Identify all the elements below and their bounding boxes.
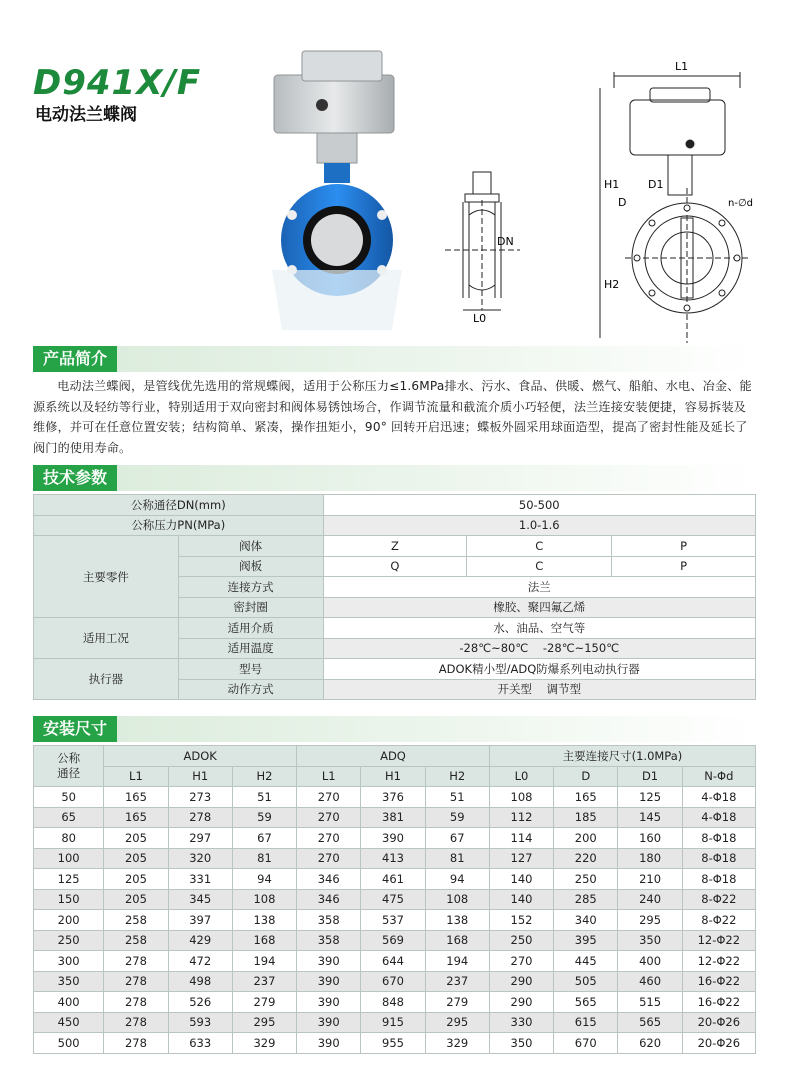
dims-group-adok: ADOK <box>104 746 297 767</box>
table-cell: 67 <box>232 828 296 849</box>
table-row <box>34 1033 756 1054</box>
table-cell: 633 <box>168 1033 232 1054</box>
spec-dn-value: 50-500 <box>323 495 755 516</box>
table-cell: 955 <box>361 1033 425 1054</box>
table-cell: 200 <box>554 828 618 849</box>
table-cell: 100 <box>34 848 104 869</box>
intro-section-header <box>33 346 755 372</box>
table-row <box>34 1012 756 1033</box>
table-cell: 94 <box>232 869 296 890</box>
table-cell: 51 <box>232 787 296 808</box>
table-cell: 295 <box>618 910 682 931</box>
spec-action-value: 开关型 调节型 <box>323 679 755 700</box>
table-cell: 16-Φ22 <box>682 971 755 992</box>
table-cell: 205 <box>104 889 168 910</box>
table-cell: 915 <box>361 1012 425 1033</box>
dims-group-adq: ADQ <box>297 746 490 767</box>
table-row <box>34 889 756 910</box>
table-cell: 345 <box>168 889 232 910</box>
table-cell: 12-Φ22 <box>682 951 755 972</box>
table-cell: 20-Φ26 <box>682 1033 755 1054</box>
table-row <box>34 971 756 992</box>
spec-actuator-label: 执行器 <box>34 659 179 700</box>
table-cell: 205 <box>104 828 168 849</box>
table-cell: 194 <box>232 951 296 972</box>
table-cell: 152 <box>489 910 553 931</box>
table-cell: 12-Φ22 <box>682 930 755 951</box>
table-cell: 526 <box>168 992 232 1013</box>
table-cell: 4-Φ18 <box>682 787 755 808</box>
table-cell: 210 <box>618 869 682 890</box>
table-cell: 8-Φ22 <box>682 910 755 931</box>
spec-seal-value: 橡胶、聚四氟乙烯 <box>323 597 755 618</box>
table-cell: 125 <box>618 787 682 808</box>
table-row <box>34 992 756 1013</box>
table-cell: 278 <box>168 807 232 828</box>
spec-temp-label: 适用温度 <box>178 638 323 659</box>
table-row <box>34 951 756 972</box>
dims-table <box>33 745 756 1054</box>
dims-col-header: H2 <box>425 766 489 787</box>
table-cell: 150 <box>34 889 104 910</box>
table-cell: 8-Φ22 <box>682 889 755 910</box>
table-cell: 4-Φ18 <box>682 807 755 828</box>
table-cell: 270 <box>297 828 361 849</box>
dims-col-header: N-Φd <box>682 766 755 787</box>
table-cell: 279 <box>425 992 489 1013</box>
spec-conn-value: 法兰 <box>323 577 755 598</box>
spec-pn-value: 1.0-1.6 <box>323 515 755 536</box>
intro-paragraph: 电动法兰蝶阀，是管线优先选用的常规蝶阀，适用于公称压力≤1.6MPa排水、污水、食品、供暖、燃气、船舶、水电、冶金、能源系统以及轻纺等行业，特别适用于双向密封和阀体易锈蚀场合，作调节流量和截流介质小巧轻便，法兰连接安装便捷，容易拆装及维修，并可在任意位置安装；结构简单、紧凑，操作扭矩小，90° 回转开启迅速；蝶板外圆采用球面造型，提高了密封性能及延长了阀门的使用寿命。 <box>33 379 752 455</box>
table-row <box>34 807 756 828</box>
table-cell: 593 <box>168 1012 232 1033</box>
table-cell: 290 <box>489 971 553 992</box>
d-label: D <box>618 196 627 209</box>
table-cell: 59 <box>425 807 489 828</box>
table-cell: 376 <box>361 787 425 808</box>
table-cell: 346 <box>297 869 361 890</box>
table-cell: 670 <box>554 1033 618 1054</box>
table-cell: 205 <box>104 869 168 890</box>
table-cell: 400 <box>34 992 104 1013</box>
spec-disc-label: 阀板 <box>178 556 323 577</box>
table-cell: 127 <box>489 848 553 869</box>
table-cell: 644 <box>361 951 425 972</box>
product-model: D941X/F <box>33 63 202 103</box>
table-cell: 250 <box>489 930 553 951</box>
table-row <box>34 869 756 890</box>
table-cell: 240 <box>618 889 682 910</box>
table-cell: 112 <box>489 807 553 828</box>
table-cell: 65 <box>34 807 104 828</box>
table-cell: 445 <box>554 951 618 972</box>
table-row <box>34 787 756 808</box>
table-cell: 16-Φ22 <box>682 992 755 1013</box>
spec-temp-value: -28℃~80℃ -28℃~150℃ <box>323 638 755 659</box>
table-cell: 279 <box>232 992 296 1013</box>
table-cell: 285 <box>554 889 618 910</box>
dims-col-header: L0 <box>489 766 553 787</box>
table-cell: 270 <box>297 787 361 808</box>
table-cell: 194 <box>425 951 489 972</box>
table-row <box>34 930 756 951</box>
table-cell: 270 <box>297 807 361 828</box>
table-cell: 461 <box>361 869 425 890</box>
spec-seal-label: 密封圈 <box>178 597 323 618</box>
table-cell: 297 <box>168 828 232 849</box>
table-cell: 358 <box>297 930 361 951</box>
table-cell: 498 <box>168 971 232 992</box>
table-cell: 295 <box>232 1012 296 1033</box>
d1-label: D1 <box>648 178 664 191</box>
table-cell: 145 <box>618 807 682 828</box>
table-cell: 108 <box>232 889 296 910</box>
table-cell: 138 <box>425 910 489 931</box>
spec-pn-label: 公称压力PN(MPa) <box>34 515 324 536</box>
table-cell: 569 <box>361 930 425 951</box>
spec-section-header <box>33 465 755 491</box>
table-cell: 165 <box>554 787 618 808</box>
table-row <box>34 848 756 869</box>
table-cell: 537 <box>361 910 425 931</box>
spec-table <box>33 494 756 700</box>
table-cell: 278 <box>104 971 168 992</box>
table-cell: 270 <box>489 951 553 972</box>
table-cell: 258 <box>104 930 168 951</box>
table-cell: 381 <box>361 807 425 828</box>
spec-medium-label: 适用介质 <box>178 618 323 639</box>
table-cell: 168 <box>425 930 489 951</box>
table-cell: 50 <box>34 787 104 808</box>
table-cell: 565 <box>554 992 618 1013</box>
nd-label: n-∅d <box>728 198 754 209</box>
table-cell: 258 <box>104 910 168 931</box>
table-cell: 108 <box>489 787 553 808</box>
valve-photo <box>262 45 412 345</box>
spec-disc-value: Q <box>323 556 467 577</box>
h1-label: H1 <box>604 178 620 191</box>
spec-body-value: C <box>467 536 612 557</box>
dn-label: DN <box>497 235 514 248</box>
table-cell: 168 <box>232 930 296 951</box>
table-cell: 475 <box>361 889 425 910</box>
dims-col-header: H1 <box>361 766 425 787</box>
table-cell: 140 <box>489 869 553 890</box>
table-cell: 329 <box>425 1033 489 1054</box>
dims-group-main: 主要连接尺寸(1.0MPa) <box>489 746 755 767</box>
side-view-drawing <box>435 160 530 330</box>
table-cell: 278 <box>104 992 168 1013</box>
table-cell: 413 <box>361 848 425 869</box>
spec-type-value: ADOK精小型/ADQ防爆系列电动执行器 <box>323 659 755 680</box>
spec-type-label: 型号 <box>178 659 323 680</box>
spec-conn-label: 连接方式 <box>178 577 323 598</box>
table-cell: 350 <box>489 1033 553 1054</box>
table-cell: 450 <box>34 1012 104 1033</box>
table-cell: 200 <box>34 910 104 931</box>
table-cell: 358 <box>297 910 361 931</box>
table-cell: 397 <box>168 910 232 931</box>
dims-col-header: D1 <box>618 766 682 787</box>
spec-dn-label: 公称通径DN(mm) <box>34 495 324 516</box>
table-cell: 114 <box>489 828 553 849</box>
table-cell: 278 <box>104 1033 168 1054</box>
table-cell: 500 <box>34 1033 104 1054</box>
table-cell: 400 <box>618 951 682 972</box>
table-cell: 185 <box>554 807 618 828</box>
table-cell: 51 <box>425 787 489 808</box>
table-cell: 615 <box>554 1012 618 1033</box>
spec-body-value: Z <box>323 536 467 557</box>
spec-medium-value: 水、油品、空气等 <box>323 618 755 639</box>
table-cell: 330 <box>489 1012 553 1033</box>
table-row <box>34 828 756 849</box>
table-cell: 250 <box>554 869 618 890</box>
table-cell: 340 <box>554 910 618 931</box>
product-name: 电动法兰蝶阀 <box>35 105 137 125</box>
table-cell: 165 <box>104 807 168 828</box>
table-cell: 390 <box>361 828 425 849</box>
table-cell: 138 <box>232 910 296 931</box>
table-cell: 270 <box>297 848 361 869</box>
front-view-drawing <box>590 58 765 343</box>
table-cell: 220 <box>554 848 618 869</box>
table-cell: 515 <box>618 992 682 1013</box>
table-cell: 390 <box>297 951 361 972</box>
table-cell: 8-Φ18 <box>682 869 755 890</box>
h2-label: H2 <box>604 278 620 291</box>
table-cell: 300 <box>34 951 104 972</box>
table-cell: 165 <box>104 787 168 808</box>
table-cell: 395 <box>554 930 618 951</box>
table-cell: 140 <box>489 889 553 910</box>
table-cell: 350 <box>618 930 682 951</box>
table-row <box>34 910 756 931</box>
spec-disc-value: C <box>467 556 612 577</box>
l1-label: L1 <box>675 60 689 73</box>
table-cell: 8-Φ18 <box>682 848 755 869</box>
table-cell: 390 <box>297 971 361 992</box>
spec-action-label: 动作方式 <box>178 679 323 700</box>
table-cell: 205 <box>104 848 168 869</box>
table-cell: 390 <box>297 1012 361 1033</box>
table-cell: 460 <box>618 971 682 992</box>
dims-col-header: D <box>554 766 618 787</box>
spec-disc-value: P <box>612 556 756 577</box>
table-cell: 20-Φ26 <box>682 1012 755 1033</box>
table-cell: 290 <box>489 992 553 1013</box>
dims-section-title: 安装尺寸 <box>33 716 117 742</box>
dims-col-header: L1 <box>297 766 361 787</box>
dims-col-header: H2 <box>232 766 296 787</box>
table-cell: 108 <box>425 889 489 910</box>
dims-col-header: H1 <box>168 766 232 787</box>
dims-dn-header: 公称 通径 <box>34 746 104 787</box>
table-cell: 180 <box>618 848 682 869</box>
table-cell: 160 <box>618 828 682 849</box>
table-cell: 429 <box>168 930 232 951</box>
table-cell: 237 <box>232 971 296 992</box>
table-cell: 81 <box>425 848 489 869</box>
dims-section-header <box>33 716 755 742</box>
table-cell: 505 <box>554 971 618 992</box>
table-cell: 472 <box>168 951 232 972</box>
spec-cond-label: 适用工况 <box>34 618 179 659</box>
dims-col-header: L1 <box>104 766 168 787</box>
table-cell: 390 <box>297 992 361 1013</box>
spec-body-value: P <box>612 536 756 557</box>
table-cell: 848 <box>361 992 425 1013</box>
table-cell: 59 <box>232 807 296 828</box>
table-cell: 350 <box>34 971 104 992</box>
table-cell: 331 <box>168 869 232 890</box>
table-cell: 273 <box>168 787 232 808</box>
table-cell: 80 <box>34 828 104 849</box>
table-cell: 237 <box>425 971 489 992</box>
table-cell: 94 <box>425 869 489 890</box>
table-cell: 8-Φ18 <box>682 828 755 849</box>
table-cell: 565 <box>618 1012 682 1033</box>
intro-section-title: 产品简介 <box>33 346 117 372</box>
l0-label: L0 <box>473 312 487 325</box>
table-cell: 81 <box>232 848 296 869</box>
table-cell: 390 <box>297 1033 361 1054</box>
table-cell: 320 <box>168 848 232 869</box>
table-cell: 278 <box>104 951 168 972</box>
spec-section-title: 技术参数 <box>33 465 117 491</box>
table-cell: 670 <box>361 971 425 992</box>
table-cell: 329 <box>232 1033 296 1054</box>
table-cell: 250 <box>34 930 104 951</box>
spec-parts-label: 主要零件 <box>34 536 179 618</box>
table-cell: 125 <box>34 869 104 890</box>
table-cell: 67 <box>425 828 489 849</box>
table-cell: 295 <box>425 1012 489 1033</box>
table-cell: 346 <box>297 889 361 910</box>
spec-body-label: 阀体 <box>178 536 323 557</box>
table-cell: 278 <box>104 1012 168 1033</box>
table-cell: 620 <box>618 1033 682 1054</box>
